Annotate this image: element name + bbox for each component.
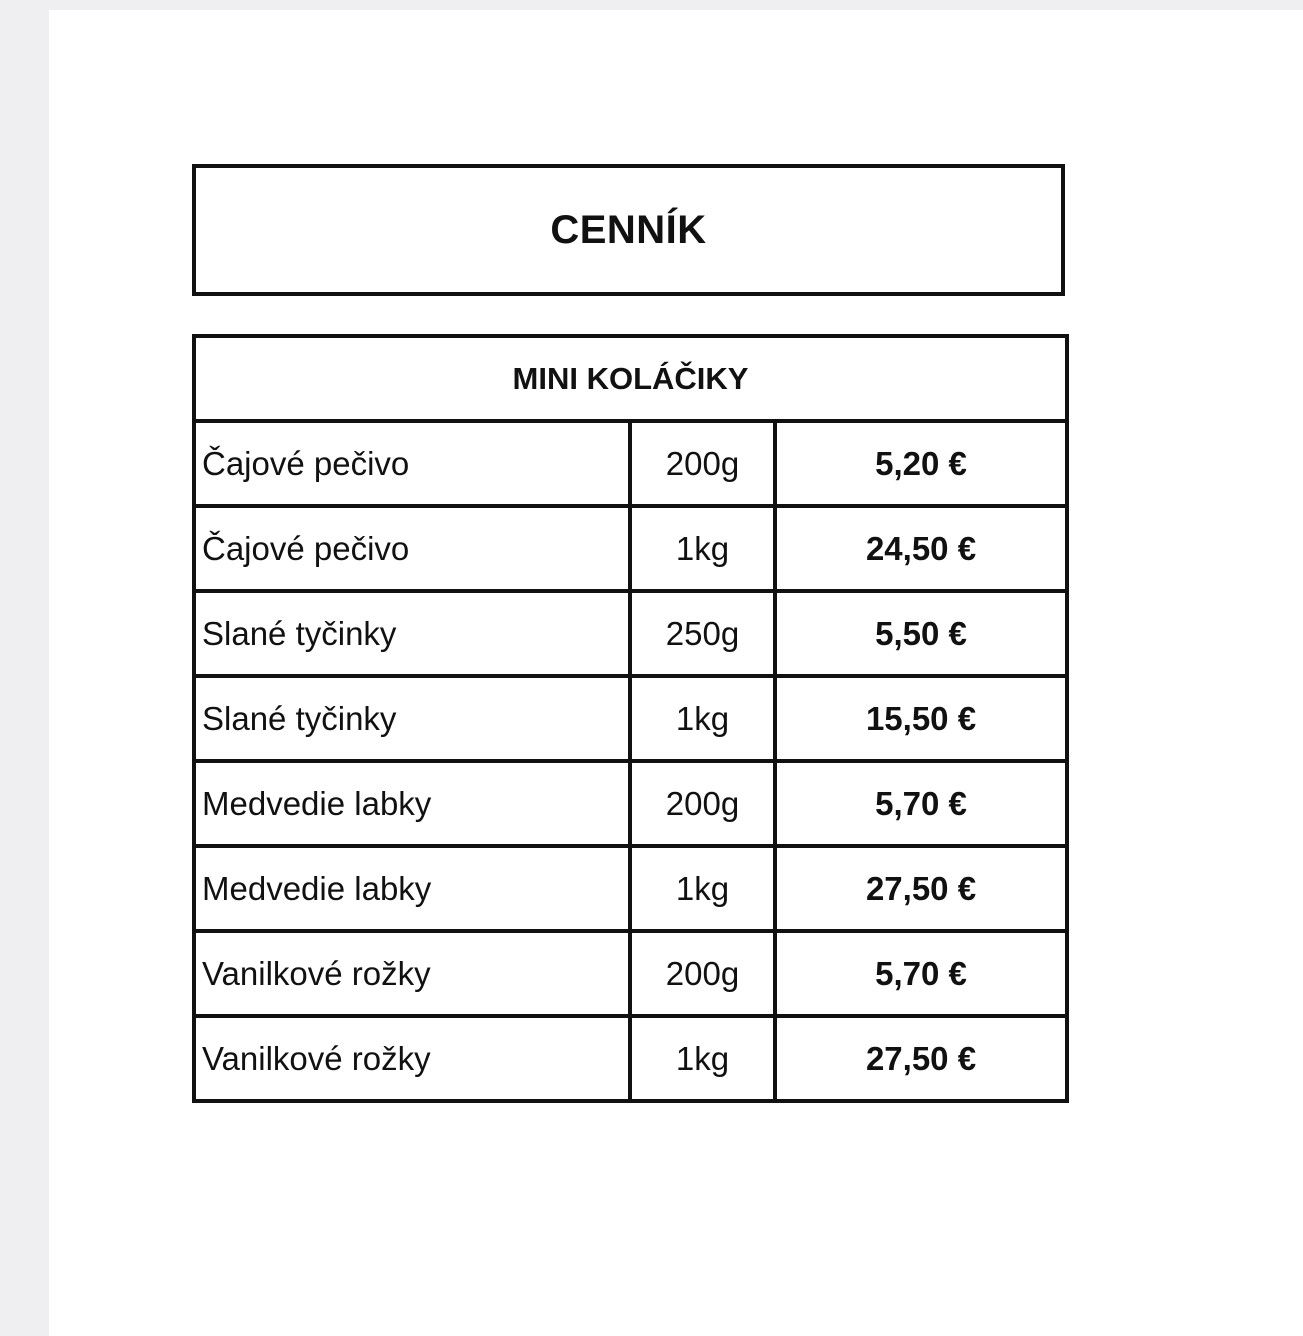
item-name: Vanilkové rožky [194,931,630,1016]
item-price: 27,50 € [775,1016,1067,1101]
item-name: Čajové pečivo [194,506,630,591]
page-title: CENNÍK [550,208,707,252]
section-header-row [194,336,1067,421]
table-row [194,591,1067,676]
table-row [194,676,1067,761]
item-name: Medvedie labky [194,846,630,931]
price-table [192,334,1069,1103]
item-price: 27,50 € [775,846,1067,931]
table-row [194,421,1067,506]
item-name: Vanilkové rožky [194,1016,630,1101]
table-row [194,506,1067,591]
table-row [194,931,1067,1016]
item-price: 5,70 € [775,761,1067,846]
item-price: 5,20 € [775,421,1067,506]
table-row [194,1016,1067,1101]
item-price: 5,70 € [775,931,1067,1016]
item-weight: 200g [630,931,775,1016]
item-price: 5,50 € [775,591,1067,676]
item-price: 24,50 € [775,506,1067,591]
item-price: 15,50 € [775,676,1067,761]
item-weight: 1kg [630,676,775,761]
item-weight: 250g [630,591,775,676]
item-weight: 200g [630,421,775,506]
title-box [192,164,1065,296]
table-row [194,846,1067,931]
item-weight: 1kg [630,846,775,931]
table-row [194,761,1067,846]
item-name: Medvedie labky [194,761,630,846]
section-title: MINI KOLÁČIKY [194,336,1067,421]
item-weight: 1kg [630,506,775,591]
item-weight: 200g [630,761,775,846]
item-name: Slané tyčinky [194,591,630,676]
item-name: Slané tyčinky [194,676,630,761]
item-name: Čajové pečivo [194,421,630,506]
item-weight: 1kg [630,1016,775,1101]
